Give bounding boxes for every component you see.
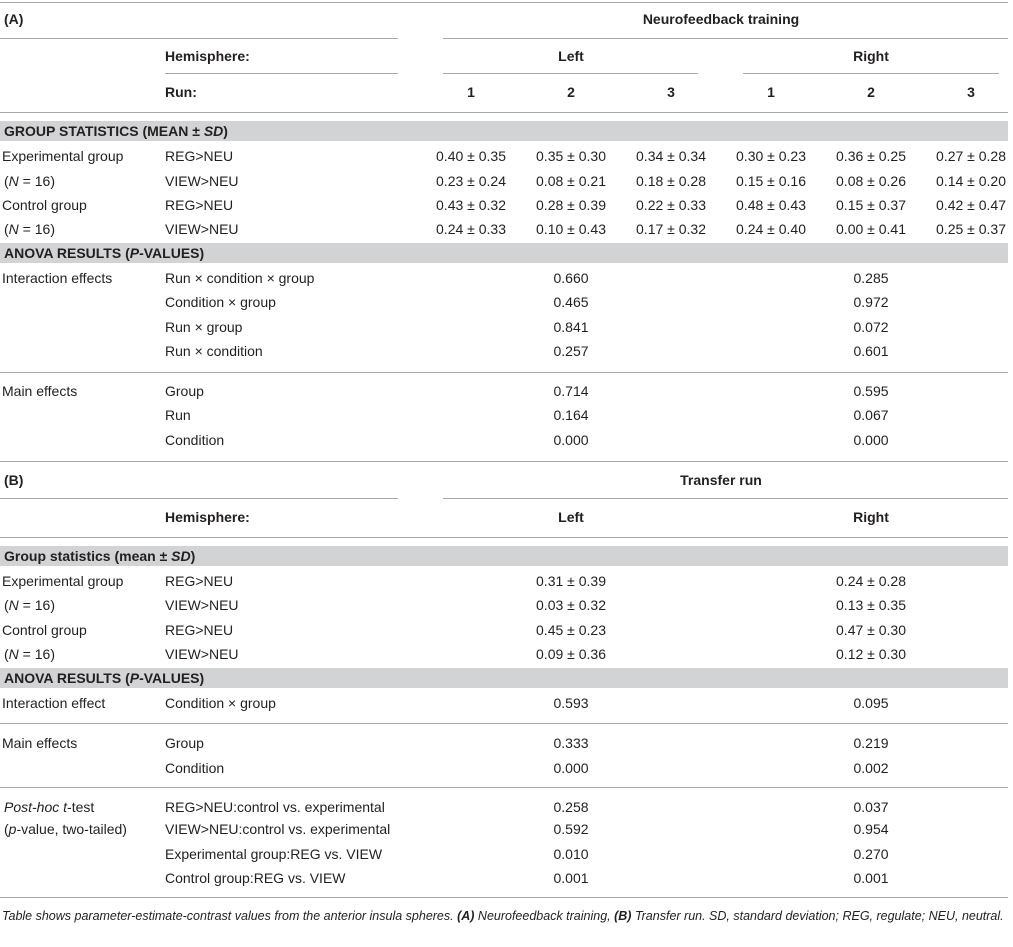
table-cell: 0.24 ± 0.33 [436, 221, 506, 237]
bottom-rule [0, 897, 1008, 898]
condition-label: REG>NEU [165, 148, 234, 164]
table-cell: 0.43 ± 0.32 [436, 197, 506, 213]
table-cell: 0.45 ± 0.23 [536, 622, 606, 638]
group-n-label: (N = 16) [4, 646, 55, 662]
table-cell: 0.14 ± 0.20 [936, 173, 1006, 189]
interaction-effects-label: Interaction effects [2, 270, 113, 286]
section-divider [0, 461, 1008, 462]
group-n-label: (N = 16) [4, 221, 55, 237]
p-value-right: 0.001 [853, 870, 889, 886]
p-value-right: 0.285 [853, 270, 889, 286]
table-cell: 0.15 ± 0.37 [836, 197, 906, 213]
table-cell: 0.08 ± 0.26 [836, 173, 906, 189]
table-cell: 0.36 ± 0.25 [836, 148, 906, 164]
condition-label: REG>NEU [165, 622, 234, 638]
run-header: 2 [567, 84, 575, 100]
group-n-label: (N = 16) [4, 597, 55, 613]
effect-term: Control group:REG vs. VIEW [165, 870, 346, 886]
header-rule [443, 73, 698, 74]
divider [0, 787, 1008, 788]
right-hemisphere-header: Right [853, 509, 889, 525]
p-value-left: 0.333 [553, 735, 589, 751]
table-cell: 0.12 ± 0.30 [836, 646, 906, 662]
effect-term: Experimental group:REG vs. VIEW [165, 846, 383, 862]
p-value-left: 0.000 [553, 432, 589, 448]
p-value-right: 0.072 [853, 319, 889, 335]
section-b-title: Transfer run [680, 472, 762, 488]
effect-term: REG>NEU:control vs. experimental [165, 799, 385, 815]
control-group-label: Control group [2, 197, 87, 213]
p-value-left: 0.164 [553, 407, 589, 423]
effect-term: Condition × group [165, 695, 276, 711]
group-stats-heading: GROUP STATISTICS (MEAN ± SD) [4, 123, 228, 139]
table-cell: 0.25 ± 0.37 [936, 221, 1006, 237]
hemisphere-label: Hemisphere: [165, 509, 250, 525]
table-cell: 0.24 ± 0.28 [836, 573, 906, 589]
group-stats-heading: Group statistics (mean ± SD) [4, 548, 196, 564]
p-value-left: 0.841 [553, 319, 589, 335]
p-value-right: 0.595 [853, 383, 889, 399]
p-value-right: 0.002 [853, 760, 889, 776]
posthoc-sublabel: (p-value, two-tailed) [4, 821, 127, 837]
experimental-group-label: Experimental group [2, 148, 124, 164]
table-cell: 0.22 ± 0.33 [636, 197, 706, 213]
table-cell: 0.42 ± 0.47 [936, 197, 1006, 213]
main-effects-label: Main effects [2, 735, 78, 751]
p-value-left: 0.257 [553, 343, 589, 359]
p-value-left: 0.660 [553, 270, 589, 286]
p-value-right: 0.037 [853, 799, 889, 815]
effect-term: Group [165, 383, 204, 399]
p-value-right: 0.095 [853, 695, 889, 711]
p-value-right: 0.601 [853, 343, 889, 359]
effect-term: Run [165, 407, 191, 423]
run-header: 3 [967, 84, 975, 100]
posthoc-label: Post-hoc t-test [4, 799, 95, 815]
section-b-label: (B) [4, 472, 24, 488]
p-value-right: 0.954 [853, 821, 889, 837]
p-value-right: 0.000 [853, 432, 889, 448]
table-cell: 0.03 ± 0.32 [536, 597, 606, 613]
interaction-effect-label: Interaction effect [2, 695, 106, 711]
table-cell: 0.31 ± 0.39 [536, 573, 606, 589]
header-rule [0, 38, 398, 39]
table-cell: 0.10 ± 0.43 [536, 221, 606, 237]
effect-term: Condition [165, 432, 225, 448]
condition-label: VIEW>NEU [165, 221, 239, 237]
p-value-left: 0.001 [553, 870, 589, 886]
table-cell: 0.17 ± 0.32 [636, 221, 706, 237]
divider [0, 723, 1008, 724]
divider [0, 372, 1008, 373]
anova-heading: ANOVA RESULTS (P-VALUES) [4, 245, 205, 261]
anova-heading: ANOVA RESULTS (P-VALUES) [4, 670, 205, 686]
header-rule [0, 537, 1008, 538]
table-cell: 0.48 ± 0.43 [736, 197, 806, 213]
effect-term: Run × condition [165, 343, 263, 359]
left-hemisphere-header: Left [558, 48, 584, 64]
table-cell: 0.08 ± 0.21 [536, 173, 606, 189]
table-footnote: Table shows parameter-estimate-contrast values from the anterior insula spheres. (A) Neurofeedback training, (B) Transfer run. SD, standard deviation; REG, regulate; NEU, neutral. [2, 909, 1004, 923]
effect-term: Condition × group [165, 294, 276, 310]
condition-label: REG>NEU [165, 197, 234, 213]
effect-term: Group [165, 735, 204, 751]
table-cell: 0.40 ± 0.35 [436, 148, 506, 164]
run-header: 3 [667, 84, 675, 100]
header-rule [743, 73, 999, 74]
condition-label: VIEW>NEU [165, 597, 239, 613]
effect-term: Run × condition × group [165, 270, 315, 286]
header-rule [0, 112, 1008, 113]
header-rule [443, 498, 1008, 499]
p-value-left: 0.592 [553, 821, 589, 837]
run-header: 2 [867, 84, 875, 100]
table-cell: 0.30 ± 0.23 [736, 148, 806, 164]
p-value-left: 0.593 [553, 695, 589, 711]
main-effects-label: Main effects [2, 383, 78, 399]
effect-term: Run × group [165, 319, 243, 335]
p-value-right: 0.219 [853, 735, 889, 751]
table-cell: 0.15 ± 0.16 [736, 173, 806, 189]
p-value-right: 0.270 [853, 846, 889, 862]
table-cell: 0.28 ± 0.39 [536, 197, 606, 213]
table-cell: 0.35 ± 0.30 [536, 148, 606, 164]
table-cell: 0.27 ± 0.28 [936, 148, 1006, 164]
table-cell: 0.23 ± 0.24 [436, 173, 506, 189]
p-value-right: 0.972 [853, 294, 889, 310]
p-value-left: 0.010 [553, 846, 589, 862]
header-rule [443, 38, 1008, 39]
run-header: 1 [467, 84, 475, 100]
condition-label: VIEW>NEU [165, 646, 239, 662]
table-cell: 0.18 ± 0.28 [636, 173, 706, 189]
control-group-label: Control group [2, 622, 87, 638]
section-a-label: (A) [4, 11, 24, 27]
table-cell: 0.34 ± 0.34 [636, 148, 706, 164]
group-n-label: (N = 16) [4, 173, 55, 189]
condition-label: VIEW>NEU [165, 173, 239, 189]
run-header: 1 [767, 84, 775, 100]
hemisphere-label: Hemisphere: [165, 48, 250, 64]
header-rule [0, 498, 398, 499]
effect-term: Condition [165, 760, 225, 776]
p-value-left: 0.714 [553, 383, 589, 399]
left-hemisphere-header: Left [558, 509, 584, 525]
table-cell: 0.00 ± 0.41 [836, 221, 906, 237]
p-value-left: 0.000 [553, 760, 589, 776]
top-rule [0, 2, 1008, 3]
table-cell: 0.24 ± 0.40 [736, 221, 806, 237]
right-hemisphere-header: Right [853, 48, 889, 64]
run-label: Run: [165, 84, 197, 100]
p-value-left: 0.258 [553, 799, 589, 815]
table-cell: 0.09 ± 0.36 [536, 646, 606, 662]
table-cell: 0.47 ± 0.30 [836, 622, 906, 638]
section-a-title: Neurofeedback training [642, 11, 800, 27]
header-rule [165, 73, 398, 74]
table-cell: 0.13 ± 0.35 [836, 597, 906, 613]
effect-term: VIEW>NEU:control vs. experimental [165, 821, 391, 837]
p-value-right: 0.067 [853, 407, 889, 423]
condition-label: REG>NEU [165, 573, 234, 589]
experimental-group-label: Experimental group [2, 573, 124, 589]
p-value-left: 0.465 [553, 294, 589, 310]
